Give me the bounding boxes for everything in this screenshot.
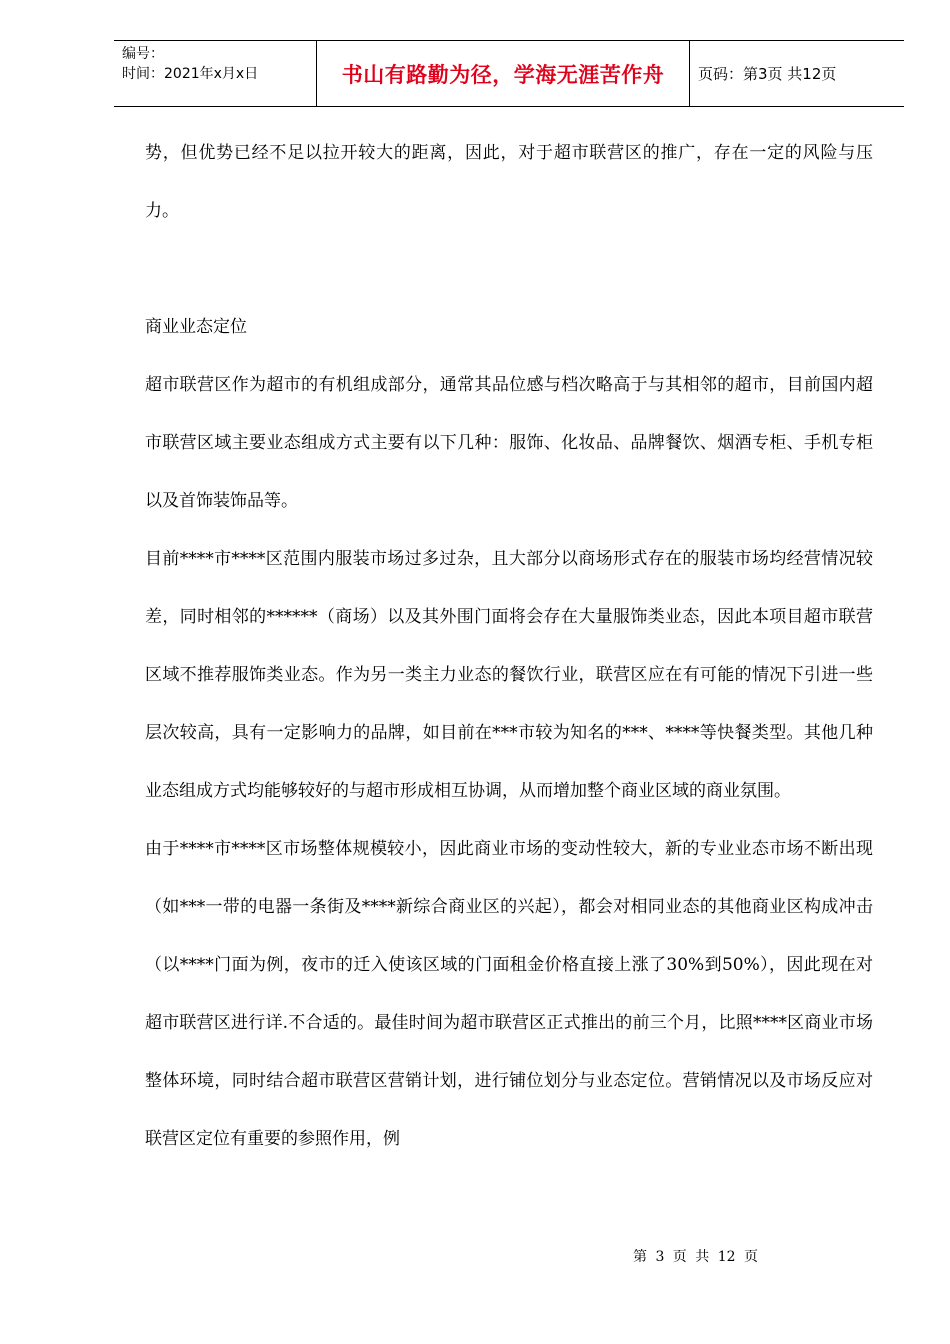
header-page-number: 页码：第3页 共12页 xyxy=(698,65,837,83)
header-motto: 书山有路勤为径，学海无涯苦作舟 xyxy=(341,61,665,87)
time-label: 时间：2021年x月x日 xyxy=(122,66,259,82)
body-paragraph: 由于****市****区市场整体规模较小，因此商业市场的变动性较大，新的专业业态市场不断出现（如***一带的电器一条街及****新综合商业区的兴起），都会对相同业态的其他商业区构成冲击（以****门面为例，夜市的迁入使该区域的门面租金价格直接上涨了30%到50%），因此现在对超市联营区进行详.不合适的。最佳时间为超市联营区正式推出的前三个月，比照****区商业市场整体环境，同时结合超市联营区营销计划，进行铺位划分与业态定位。营销情况以及市场反应对联营区定位有重要的参照作用，例 xyxy=(145,839,873,1149)
body-paragraph: 超市联营区作为超市的有机组成部分，通常其品位感与档次略高于与其相邻的超市，目前国内超市联营区域主要业态组成方式主要有以下几种：服饰、化妆品、品牌餐饮、烟酒专柜、手机专柜以及首饰装饰品等。 xyxy=(145,375,873,511)
document-body xyxy=(145,124,873,1168)
document-header xyxy=(114,40,904,107)
continuation-paragraph: 势，但优势已经不足以拉开较大的距离，因此，对于超市联营区的推广，存在一定的风险与压力。 xyxy=(145,143,873,221)
paragraph-gap xyxy=(145,240,873,298)
body-paragraph: 目前****市****区范围内服装市场过多过杂，且大部分以商场形式存在的服装市场均经营情况较差，同时相邻的******（商场）以及其外围门面将会存在大量服饰类业态，因此本项目超市联营区域不推荐服饰类业态。作为另一类主力业态的餐饮行业，联营区应在有可能的情况下引进一些层次较高，具有一定影响力的品牌，如目前在***市较为知名的***、****等快餐类型。其他几种业态组成方式均能够较好的与超市形成相互协调，从而增加整个商业区域的商业氛围。 xyxy=(145,549,873,801)
page-footer: 第 3 页 共 12 页 xyxy=(633,1249,758,1265)
number-label: 编号： xyxy=(122,46,164,62)
header-meta xyxy=(114,41,316,106)
section-title: 商业业态定位 xyxy=(145,317,247,337)
